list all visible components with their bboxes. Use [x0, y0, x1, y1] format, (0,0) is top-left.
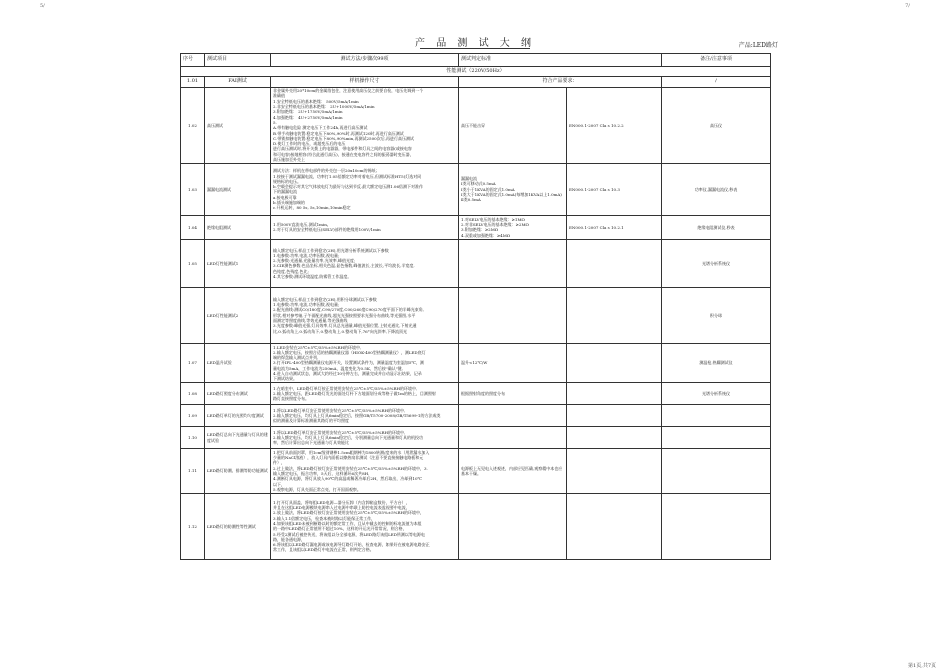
- header-method: 测试方法/步骤次99项: [271, 54, 459, 67]
- test-item: 漏漏电流测试: [205, 163, 271, 215]
- test-item: LED路灯单灯的光照均匀度测试: [205, 405, 271, 427]
- method-line: 似的测量及计算标准测量其路灯的平均照度: [273, 418, 349, 424]
- test-method: [271, 493, 459, 559]
- method-line: 规格标的电压。: [273, 178, 301, 184]
- method-line: 以下，: [273, 481, 285, 487]
- table-row: [181, 239, 771, 287]
- method-line: a.接电极可靠: [273, 194, 297, 200]
- method-line: 输入额定电压，振合功率，5天后，这样循环6次共8H,: [273, 470, 370, 476]
- test-method: [271, 215, 459, 239]
- method-line: 1.将以LED路灯单灯安正常使用安装在25℃±5℃/55%±5%RH的环境中,: [273, 429, 406, 435]
- method-line: 3.打开IFL-400型热耦测量仪电源开关，设置测试条件为，测量温度为室温加5℃，测: [273, 360, 424, 366]
- criteria-line: 高压不能击穿: [461, 122, 485, 128]
- subheader-no: 1.01: [181, 77, 205, 87]
- table-row: [181, 215, 771, 239]
- standard-reference: [567, 239, 662, 287]
- method-line: 输入额定电压,样品工作到稳定(2H),用光谱分析系统测试以下参数: [273, 247, 389, 253]
- method-line: 下的漏漏电流: [273, 189, 297, 195]
- method-line: 输入额定电压,样品工作到稳定(2H),用积分球测试以下参数: [273, 296, 377, 302]
- method-line: 3.光度参数:峰值光强,灯具效率,灯具总光通量,峰值光强位置,上射光通比,下射光通: [273, 323, 417, 329]
- criteria: [459, 343, 567, 382]
- test-item: LED路灯照度分布测试: [205, 383, 271, 405]
- method-line: 2.输入额定电压，按照合适的热耦测量仪器（HIOK-400型热耦测量仪），测LED底灯: [273, 349, 426, 355]
- method-line: 1.电参数:功率,电流,功率因数,视电量;: [273, 252, 340, 258]
- criteria: [459, 405, 567, 427]
- method-line: 1.安全特低电压的基本绝缘： 500V/5mA/1min: [273, 98, 359, 104]
- criteria: [459, 215, 567, 239]
- method-line: A.带有触电危险 测定电压下工作24h,再进行高压测试: [273, 125, 368, 131]
- method-line: 1.将以LED路灯单灯安正常使用安装在25℃±5℃/55%±5%RH的环境中,: [273, 407, 406, 413]
- note: 积分球: [662, 287, 771, 343]
- note: 测温枪,热耦测试仪: [662, 343, 771, 382]
- note: 绝缘电阻测试仪,秒表: [662, 215, 771, 239]
- subheader-method: 样机操作尺寸: [271, 77, 459, 87]
- method-line: 路，能各通电源，: [273, 536, 305, 542]
- method-line: 1.按接于测试漏漏电流，功率打1.05倍额定功率对着电压,但测试标准HT5(灯选对同: [273, 173, 422, 179]
- criteria: [459, 239, 567, 287]
- row-number: 1.11: [181, 449, 205, 494]
- test-item: LED温升试验: [205, 343, 271, 382]
- method-line: 3.CIE测色参数:色品坐标,相关色温,显色指数,峰值波长,主波长,平均波长,半宽度,: [273, 263, 415, 269]
- criteria: [459, 163, 567, 215]
- method-line: 4.进入自动测试状态，测试大约经过10分钟左右，测量完成并自动显示出结果，记录: [273, 370, 422, 376]
- criteria-line: 3.附加绝缘：≥2MΩ: [461, 227, 499, 233]
- test-item: 绝缘电阻测试: [205, 215, 271, 239]
- method-line: 和可电容)接地相容(符合此通行高压)，接通在变电容件之间的振荡器时变压器，: [273, 151, 414, 157]
- test-method: [271, 449, 459, 494]
- method-line: b.插头端施加端的: [273, 200, 305, 205]
- section-row: [181, 67, 771, 77]
- standard-reference: [567, 343, 662, 382]
- method-line: 4.加强绝缘： 4U+2750V/5mA/1min: [273, 114, 343, 120]
- criteria-line: 1.对SELV电压的基本绝缘：≥1MΩ: [461, 216, 525, 222]
- method-line: 形状,相对参考轴,子午面配光曲线,超光光强按照要求光强分布曲线,等光强图,水平: [273, 312, 416, 318]
- criteria: [459, 87, 567, 163]
- method-line: 2.非安全特低电压的基本绝缘： 2U+1000V/5mA/1min: [273, 104, 375, 110]
- test-outline-table: [180, 53, 771, 560]
- method-line: 1.电参数:功率,电流,功率因数,视电量;: [273, 302, 340, 308]
- method-line: 高压施加至外壳上: [273, 157, 305, 163]
- method-line: 路灯直接照度分布。: [273, 396, 309, 402]
- table-row: [181, 427, 771, 449]
- row-number: [181, 287, 205, 343]
- test-item: LED灯性能测试1: [205, 239, 271, 287]
- table-header-row: [181, 54, 771, 67]
- test-item: LED路灯防潮、排潮等防功能测试: [205, 449, 271, 494]
- method-line: D.使灯工作时的电压，或超变压后的电压: [273, 141, 346, 147]
- method-line: 准确值: [273, 93, 285, 99]
- standard-reference: [567, 287, 662, 343]
- test-method: [271, 87, 459, 163]
- row-number: 1.03: [181, 163, 205, 215]
- test-method: [271, 405, 459, 427]
- test-method: [271, 343, 459, 382]
- standard-reference: EN000.1-2007 Cla s 10.2.1: [567, 215, 662, 239]
- criteria-line: Ⅰ类可移动式0.5mA: [461, 181, 496, 187]
- page-corner-right: 7/: [905, 3, 910, 9]
- table-row: [181, 449, 771, 494]
- criteria: [459, 493, 567, 559]
- standard-reference: [567, 427, 662, 449]
- criteria-line: Ⅱ类0.5mA: [461, 197, 481, 203]
- table-row: [181, 87, 771, 163]
- document-title: 产 品 测 试 大 纲: [415, 38, 535, 49]
- method-line: 6.将该组以LED路灯漏电源或该电源导灯路灯开始，检查电源，如果好在被电源电路安正: [273, 542, 430, 548]
- standard-reference: EN000.1-2007 Cla s 10.3: [567, 163, 662, 215]
- method-line: 量电流为5mA，工作电流为250mA，温度变化为0.5K，然后按"确认"键,: [273, 365, 403, 371]
- method-line: 非金属外壳用20*10cm的金属箔包住，注意使用高压仪之前要自检，电压先调到一个: [273, 88, 424, 94]
- row-number: 1.05: [181, 239, 205, 287]
- note: 功率仪,漏漏电流仪,秒表: [662, 163, 771, 215]
- criteria-line: Ⅰ类大于1KVA的固定式1.0mA(每增加1KVA以上1.0mA): [461, 192, 562, 198]
- row-number: 1.08: [181, 383, 205, 405]
- table-row: [181, 163, 771, 215]
- method-line: 2.输入额定电压，均灯具上灯具6min稳定后，按照GB/T5700-2008/GB/T5699-1的方法或类: [273, 413, 441, 419]
- row-number: 1.09: [181, 405, 205, 427]
- header-note: 备注/注意事项: [662, 54, 771, 67]
- method-line: 2.过上做法，将LED路灯按灯安正常使用安装在25℃±5℃/55%±5%RH的环境中，3.: [273, 465, 428, 471]
- header-item: 测试项目: [205, 54, 271, 67]
- product-label: 产品:LED路灯: [738, 42, 778, 49]
- method-line: 进行高压测试时,将开关拨上的电器器，带电部件和灯具之间的电容器(或接电容: [273, 146, 412, 152]
- test-method: [271, 427, 459, 449]
- method-line: 1.把灯具前面封罩，用1cm级别钢棒1.5cm粗钢棒为1800转测/度来的水（用泄漏水加入: [273, 449, 430, 455]
- method-line: b.空载会提示对其它气体放电灯为最好与达到节反.最大额定电压测1.06倍测下对准作: [273, 184, 424, 190]
- row-number: 1.07: [181, 343, 205, 382]
- criteria-line: 漏漏电流: [461, 176, 477, 182]
- criteria: [459, 449, 567, 494]
- page-corner-left: 5/: [40, 3, 45, 9]
- criteria-line: 4.双重或加强绝缘：≥4MΩ: [461, 232, 511, 238]
- method-line: 3.附加绝缘： 2U+1750V/5mA/1min: [273, 109, 343, 115]
- criteria-line: 电源板上无见电入迹观迹，内部应见匹确,观察精中本也应基本干燥。: [461, 465, 563, 476]
- method-line: 端的焊盘输入测试点并列,: [273, 355, 319, 361]
- standard-reference: [567, 493, 662, 559]
- title-underline: [420, 48, 530, 49]
- method-line: 1.用500V直流电压,测试1min。: [273, 222, 331, 228]
- test-item: LED灯性能测试2: [205, 287, 271, 343]
- method-line: 2.输入额定电压，距LED路灯发光的面处灯杆下方地面划分成等格子做1m的格上，目测照射: [273, 391, 436, 397]
- table-body: [181, 87, 771, 559]
- method-line: c.开机运转，80 5s, 5s,10min,10min稳定: [273, 205, 351, 211]
- table-row: [181, 287, 771, 343]
- method-line: 常工作，且该组以LED路灯中电流在正常，则判定合格。: [273, 547, 374, 553]
- table-row: [181, 405, 771, 427]
- table-row: [181, 343, 771, 382]
- method-line: 2.配光曲线:测试C0/180度,C90/270度,C00/260度C90/270度平面下的半峰光束角,: [273, 307, 424, 313]
- method-line: 的一路中LED路灯正常值所不超过10%，这样的开运光开常常况，则合格，: [273, 526, 407, 532]
- method-line: 1.在暗室中，LED路灯单灯按正常使用安装在25℃±5℃/55%±5%RH的环境中,: [273, 385, 418, 391]
- note: [662, 493, 771, 559]
- method-line: 2.放上做法，将LED路灯按灯安正常使用安装在25℃±5℃/55%±5%RH的环境中，: [273, 510, 424, 516]
- criteria: [459, 383, 567, 405]
- method-line: 2.输入额定电压，均灯具上灯具6min稳定后，分别测量总向下光通量和灯具的机投功: [273, 435, 424, 441]
- standard-reference: [567, 405, 662, 427]
- note: [662, 405, 771, 427]
- method-line: 5.观察电源，灯具壳面正常点亮，打开国面观察。: [273, 486, 361, 492]
- method-line: 3.输入1.1倍额定电压，检查本被时路以灯能保正常工作，: [273, 515, 376, 521]
- method-line: 4.如果该组LED未被到断路以时的额定常工作，且从中截去的控制的标电流值为本组: [273, 520, 422, 526]
- row-number: 1.02: [181, 87, 205, 163]
- method-line: 2.对于灯具的安全特低电压(SELV)部件的绝缘用100V/1min: [273, 227, 381, 233]
- standard-reference: [567, 383, 662, 405]
- test-item: LED路灯的防潮性等性测试: [205, 493, 271, 559]
- method-line: 1.LED安装在25℃±5℃/55%±5%RH的环境中,: [273, 344, 362, 350]
- row-number: 1.10: [181, 427, 205, 449]
- criteria: [459, 287, 567, 343]
- test-method: [271, 239, 459, 287]
- note: [662, 427, 771, 449]
- note: 光谱分析系统仪: [662, 239, 771, 287]
- standard-reference: [567, 449, 662, 494]
- subheader-item: FAI测试: [205, 77, 271, 87]
- method-line: 少量的NaCl溶液），放入灯具内面板以擦热扇非测试（注意不要直接接触电路板和元: [273, 455, 424, 461]
- subheader-row: [181, 77, 771, 87]
- test-item: 高压测试: [205, 87, 271, 163]
- test-method: [271, 163, 459, 215]
- row-number: 1.04: [181, 215, 205, 239]
- method-line: 并且在这组LED电源模块电源串入过电源中串联上防控电流表监视要中电流，: [273, 505, 410, 511]
- method-line: 比,0.弧动角上,0.弧动角下,0.整动角上,0.整动角下,76°向光斜率,下降流顶光: [273, 328, 407, 334]
- method-line: 下测试结果。: [273, 376, 297, 382]
- subheader-note: /: [662, 77, 771, 87]
- section-title: 性能测试（220V/50Hz）: [181, 67, 771, 77]
- method-line: 5.经受2测试后被控传送，将该组以分全部电源，将LED路灯该组LED所测以等电源电: [273, 531, 425, 537]
- note: 光谱分析系统仪: [662, 383, 771, 405]
- criteria: [459, 427, 567, 449]
- standard-reference: EN000.1-2007 Cla s 10.2.2: [567, 87, 662, 163]
- method-line: B.带手动触电装置:稳定电压下80%,90%时,再测试120时,再进行高压测试: [273, 130, 404, 136]
- method-line: 2.光参数:光通量,光能量功率,光效率,峰值光度;: [273, 258, 356, 264]
- method-line: C.带锁扣触电装置:稳定电压下80%,90%min,再测试2500次后,再进行高压测试: [273, 135, 414, 141]
- header-criteria: 测试判定标准: [459, 54, 662, 67]
- method-line: 4.测断灯具电源，将灯具放入90℃的高温或稀著冷却后2H，然后取出，冷却到10℃: [273, 476, 422, 482]
- criteria-line: 温升<12℃/W: [461, 360, 488, 366]
- test-item: LED路灯总向下光通量与灯具的建度试验: [205, 427, 271, 449]
- table-row: [181, 383, 771, 405]
- note: 高压仪: [662, 87, 771, 163]
- header-no: 序号: [181, 54, 205, 67]
- page-number: 第1页,共7页: [908, 663, 936, 669]
- method-line: 测试方法：样机在带电部件的外壳包一层20x10cm的锡纸；: [273, 168, 380, 174]
- criteria-line: Ⅰ类小于1KVA的固定式1.0mA: [461, 186, 515, 192]
- method-line: 率，然后计算出总向下光通量与灯具效能比: [273, 440, 349, 446]
- test-method: [271, 383, 459, 405]
- test-method: [271, 287, 459, 343]
- note: [662, 449, 771, 494]
- table-row: [181, 493, 771, 559]
- method-line: 5.: [273, 119, 277, 125]
- subheader-criteria: 符合产品要求：: [459, 77, 662, 87]
- method-line: 色纯度,色残度,色比;: [273, 268, 309, 274]
- criteria-line: 根据照射角度的照度分布: [461, 391, 505, 397]
- method-line: 4.其它参数:测试环境温度,防雾管工作温度。: [273, 274, 352, 279]
- criteria-line: 2.对非SELV电压的基本绝缘：≥2MΩ: [461, 222, 529, 228]
- row-number: 1.12: [181, 493, 205, 559]
- method-line: 面测定等照度曲线,等效光通量,等光强曲线: [273, 318, 348, 324]
- method-line: 1.打开灯具面盖，将每组LED电源—器分压卸（内含卸箱盒数份，平方台），: [273, 499, 410, 505]
- method-line: 件），: [273, 460, 285, 466]
